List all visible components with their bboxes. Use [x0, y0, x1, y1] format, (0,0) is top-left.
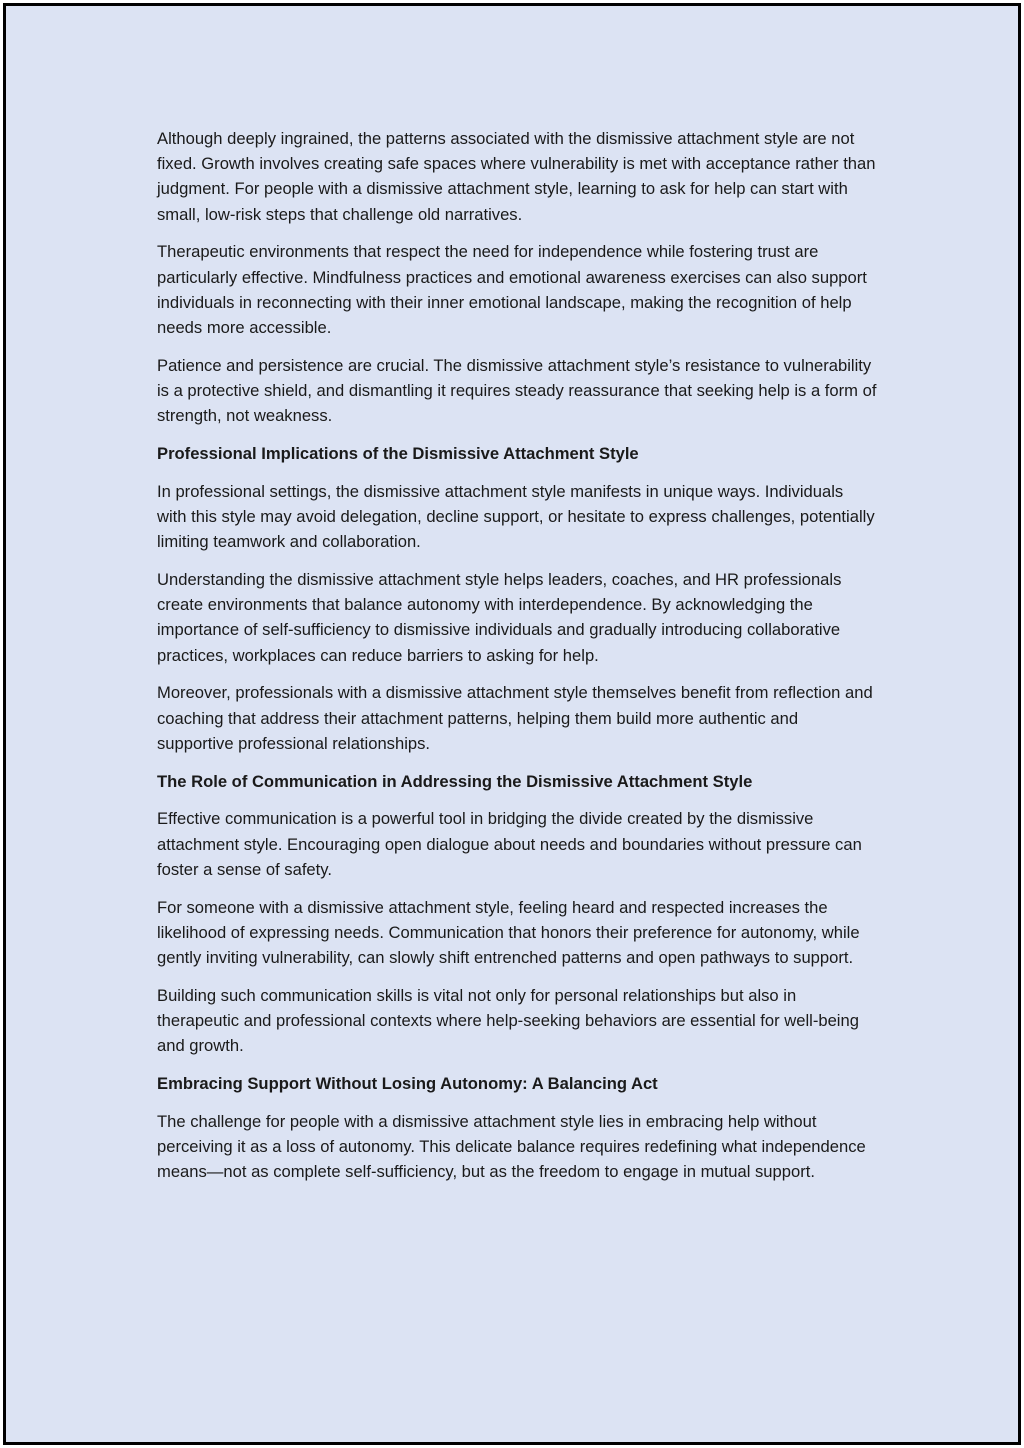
paragraph-understanding: Understanding the dismissive attachment style helps leaders, coaches, and HR professionals create environments that balance autonomy with interdependence. By acknowledging the importance of self-sufficiency to dismissive individuals and gradually introducing collaborative practices, workplaces can reduce barriers to asking for help. — [157, 570, 842, 665]
paragraph-feeling-heard: For someone with a dismissive attachment style, feeling heard and respected increases the likelihood of expressing needs. Communication that honors their preference for autonomy, while gently inviting vulnerability, can slowly shift entrenched patterns and open pathways to support. — [157, 897, 860, 968]
document-body — [157, 126, 877, 1197]
paragraph-moreover: Moreover, professionals with a dismissive attachment style themselves benefit from reflection and coaching that address their attachment patterns, helping them build more authentic and supportive professional relationships. — [157, 683, 873, 753]
paragraph-the-challenge: The challenge for people with a dismissive attachment style lies in embracing help without perceiving it as a loss of autonomy. This delicate balance requires redefining what independence means—not as complete self-sufficiency, but as the freedom to engage in mutual support. — [157, 1111, 866, 1182]
heading-embracing-support: Embracing Support Without Losing Autonomy: A Balancing Act — [157, 1074, 658, 1094]
document-page — [3, 3, 1021, 1445]
heading-role-of-communication: The Role of Communication in Addressing the Dismissive Attachment Style — [157, 771, 753, 791]
paragraph-effective-communication: Effective communication is a powerful tool in bridging the divide created by the dismissive attachment style. Encouraging open dialogue about needs and boundaries without pressure can foster a sense of safety. — [157, 809, 862, 879]
paragraph-building-skills: Building such communication skills is vital not only for personal relationships but also in therapeutic and professional contexts where help-seeking behaviors are essential for well-being and growth. — [157, 985, 859, 1056]
paragraph-patience: Patience and persistence are crucial. The dismissive attachment style’s resistance to vulnerability is a protective shield, and dismantling it requires steady reassurance that seeking help is a form of strength, not weakness. — [157, 355, 877, 426]
paragraph-professional-settings: In professional settings, the dismissive attachment style manifests in unique ways. Individuals with this style may avoid delegation, decline support, or hesitate to express challenges, potentially limiting teamwork and collaboration. — [157, 481, 875, 552]
heading-professional-implications: Professional Implications of the Dismissive Attachment Style — [157, 444, 639, 464]
paragraph-growth: Although deeply ingrained, the patterns associated with the dismissive attachment style are not fixed. Growth involves creating safe spaces where vulnerability is met with acceptance rather than judgment. For people with a dismissive attachment style, learning to ask for help can start with small, low-risk steps that challenge old narratives. — [157, 129, 876, 224]
paragraph-therapeutic-environments: Therapeutic environments that respect the need for independence while fostering trust are particularly effective. Mindfulness practices and emotional awareness exercises can also support individuals in reconnecting with their inner emotional landscape, making the recognition of help needs more accessible. — [157, 242, 867, 338]
